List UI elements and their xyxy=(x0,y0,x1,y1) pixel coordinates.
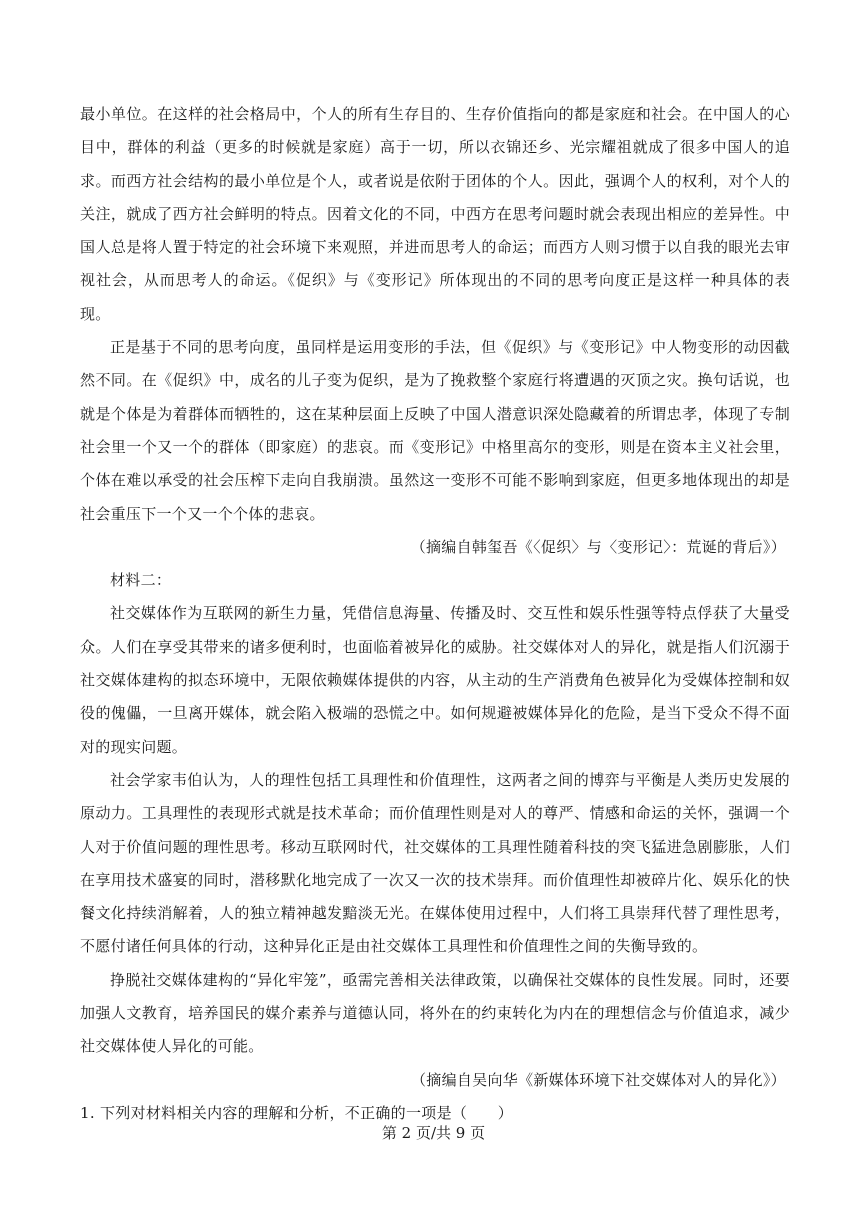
question-1: 1. 下列对材料相关内容的理解和分析，不正确的一项是（ ） xyxy=(80,1103,514,1122)
source-citation-2: （摘编自吴向华《新媒体环境下社交媒体对人的异化》） xyxy=(410,1070,786,1089)
page-footer xyxy=(0,1122,867,1144)
paragraph-social-media: 社交媒体作为互联网的新生力量，凭借信息海量、传播及时、交互性和娱乐性强等特点俘获了大量受众。人们在享受其带来的诸多便利时，也面临着被异化的威胁。社交媒体对人的异化，就是指人们沉溺于社交媒体建构的拟态环境中，无限依赖媒体提供的内容，从主动的生产消费角色被异化为受媒体控制和奴役的傀儡，一旦离开媒体，就会陷入极端的恐慌之中。如何规避被媒体异化的危险，是当下受众不得不面对的现实问题。 xyxy=(80,604,790,756)
paragraph-transformation-motives: 正是基于不同的思考向度，虽同样是运用变形的手法，但《促织》与《变形记》中人物变形的动因截然不同。在《促织》中，成名的儿子变为促织，是为了挽救整个家庭行将遭遇的灭顶之灾。换句话说，也就是个体是为着群体而牺牲的，这在某种层面上反映了中国人潜意识深处隐藏着的所谓忠孝，体现了专制社会里一个又一个的群体（即家庭）的悲哀。而《变形记》中格里高尔的变形，则是在资本主义社会里，个体在难以承受的社会压榨下走向自我崩溃。虽然这一变形不可能不影响到家庭，但更多地体现出的却是社会重压下一个又一个个体的悲哀。 xyxy=(80,338,790,523)
document-body xyxy=(80,98,790,1130)
paragraph-continued: 最小单位。在这样的社会格局中，个人的所有生存目的、生存价值指向的都是家庭和社会。在中国人的心目中，群体的利益（更多的时候就是家庭）高于一切，所以衣锦还乡、光宗耀祖就成了很多中国人的追求。而西方社会结构的最小单位是个人，或者说是依附于团体的个人。因此，强调个人的权利，对个人的关注，就成了西方社会鲜明的特点。因着文化的不同，中西方在思考问题时就会表现出相应的差异性。中国人总是将人置于特定的社会环境下来观照，并进而思考人的命运；而西方人则习惯于以自我的眼光去审视社会，从而思考人的命运。《促织》与《变形记》所体现出的不同的思考向度正是这样一种具体的表现。 xyxy=(80,105,790,323)
source-citation-1: （摘编自韩玺吾《〈促织〉与〈变形记〉：荒诞的背后》） xyxy=(410,537,786,556)
page-number: 第 2 页/共 9 页 xyxy=(381,1124,486,1142)
paragraph-escape-alienation: 挣脱社交媒体建构的“异化牢笼”，亟需完善相关法律政策，以确保社交媒体的良性发展。同时，还要加强人文教育，培养国民的媒介素养与道德认同，将外在的约束转化为内在的理想信念与价值追求，减少社交媒体使人异化的可能。 xyxy=(80,970,790,1056)
material-two-heading: 材料二： xyxy=(110,571,172,590)
paragraph-weber-rationality: 社会学家韦伯认为，人的理性包括工具理性和价值理性，这两者之间的博弈与平衡是人类历史发展的原动力。工具理性的表现形式就是技术革命；而价值理性则是对人的尊严、情感和命运的关怀，强调一个人对于价值问题的理性思考。移动互联网时代，社交媒体的工具理性随着科技的突飞猛进急剧膨胀，人们在享用技术盛宴的同时，潜移默化地完成了一次又一次的技术崇拜。而价值理性却被碎片化、娱乐化的快餐文化持续消解着，人的独立精神越发黯淡无光。在媒体使用过程中，人们将工具崇拜代替了理性思考，不愿付诸任何具体的行动，这种异化正是由社交媒体工具理性和价值理性之间的失衡导致的。 xyxy=(80,770,790,956)
